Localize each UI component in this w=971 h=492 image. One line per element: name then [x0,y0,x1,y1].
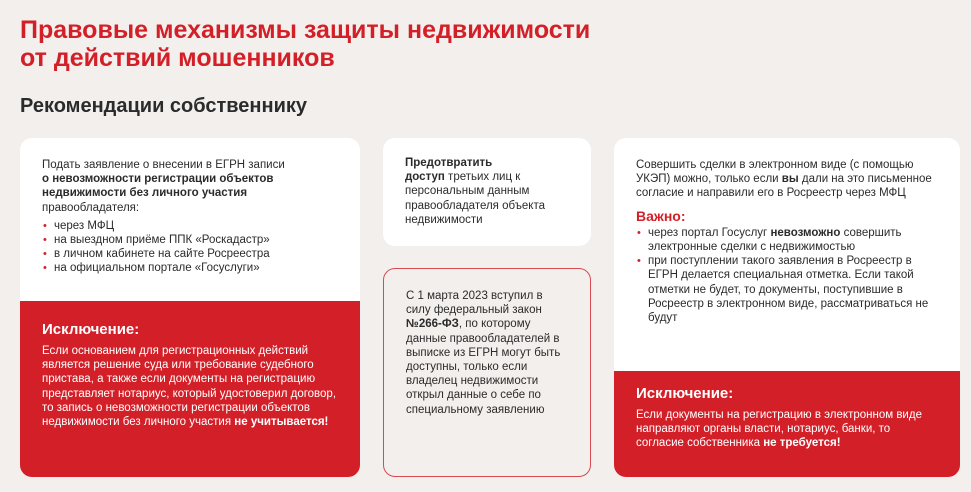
law-number: №266-ФЗ [406,318,459,331]
intro-bold-text: о невозможности регистрации объектов недвижимости без личного участия [42,173,274,200]
important-list [636,226,938,325]
deals-intro-text: Совершить сделки в электронном виде (с помощью УКЭП) можно, только если [636,159,914,186]
exception-text: Если основанием для регистрационных действий является решение суда или требование судебного пристава, а также если документы на регистрацию представляет нотариус, который удостоверил договор, то запись о невозможности регистрации объектов недвижимости без личного участия [42,345,337,429]
registration-card [20,138,360,477]
registration-intro [20,138,360,276]
item-bold-text: невозможно [770,226,841,239]
list-item [636,226,938,254]
privacy-bold-text-2: доступ [405,171,445,184]
exception-title: Исключение: [42,321,140,338]
privacy-bold-text: Предотвратить [405,157,493,169]
list-item: • при поступлении такого заявления в Росреестр в ЕГРН делается специальная отметка. Если такой отметки не будет, то документы, поступившие в Росреестр в электронном виде, рассматриваться не будут [636,254,938,325]
law-card [383,268,591,477]
exception-block [20,301,360,477]
exception-block [614,371,960,477]
deals-intro-bold: вы [781,173,799,186]
intro-text: Подать заявление о внесении в ЕГРН записи [42,159,285,171]
list-item: • на официальном портале «Госуслуги» [42,261,338,275]
item-text: через портал Госуслуг [648,226,768,239]
exception-bold-text: не учитывается! [234,416,329,429]
privacy-text: третьих лиц к персональным данным правообладателя объекта недвижимости [405,171,545,226]
law-text: С 1 марта 2023 вступил в силу федеральный закон [406,290,543,317]
important-title: Важно: [636,207,686,224]
exception-title: Исключение: [636,385,734,402]
law-text-end: , по которому данные правообладателей в выписке из ЕГРН могут быть доступны, только если владелец недвижимости открыл данные о себе по специальному заявлению [406,318,561,416]
privacy-card [383,138,591,246]
page-subtitle: Рекомендации собственнику [20,95,308,117]
list-item: • в личном кабинете на сайте Росреестра [42,247,338,261]
list-item: • через МФЦ [42,219,338,233]
intro-text-end: правообладателя: [42,201,140,214]
exception-text: Если документы на регистрацию в электронном виде направляют органы власти, нотариус, банки, то согласие собственника [636,409,922,450]
list-item: • на выездном приёме ППК «Роскадастр» [42,233,338,247]
item-text-end: совершить электронные сделки с недвижимостью [648,226,902,254]
exception-bold-text: не требуется! [763,437,841,450]
page-title: Правовые механизмы защиты недвижимости от действий мошенников [20,16,591,72]
deals-intro-text-end: дали на это письменное согласие и направили его в Росреестр через МФЦ [636,173,932,200]
channels-list [42,219,338,276]
electronic-deals-card [614,138,960,477]
